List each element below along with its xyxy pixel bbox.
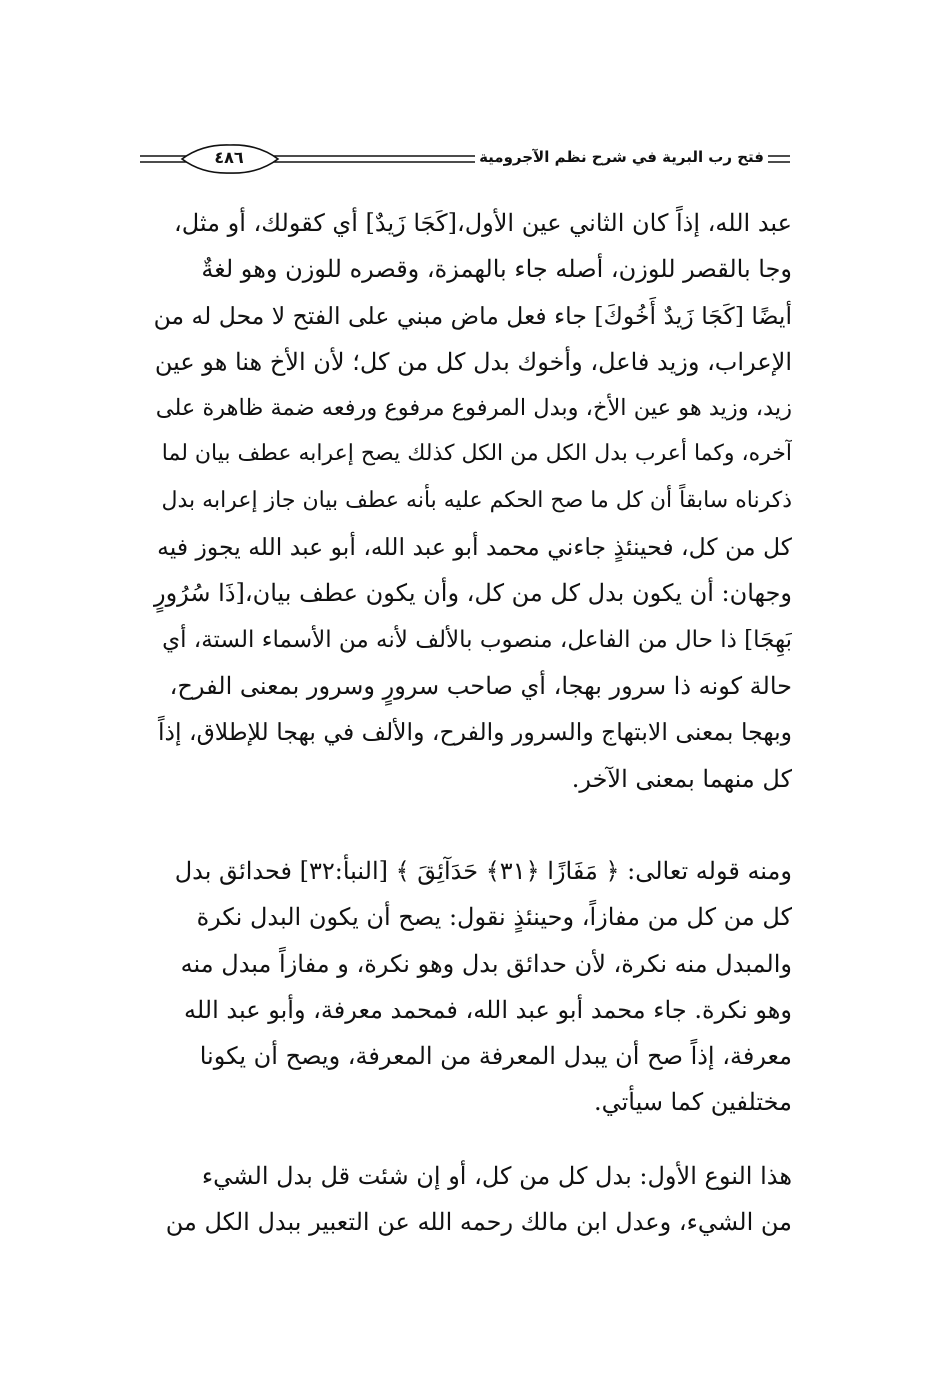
paragraph-2 xyxy=(150,848,792,1153)
text-line: بَهِجَا] ذا حال من الفاعل، منصوب بالألف لأنه من الأسماء الستة، أي xyxy=(162,626,792,653)
text-line: كل من كل، فحينئذٍ جاءني محمد أبو عبد الله، أبو عبد الله يجوز فيه xyxy=(157,533,792,562)
text-line: هذا النوع الأول: بدل كل من كل، أو إن شئت قل بدل الشيء xyxy=(201,1162,792,1190)
text-line: مختلفين كما سيأتي. xyxy=(593,1088,792,1117)
page-body xyxy=(150,200,792,1253)
text-line: عبد الله، إذاً كان الثاني عين الأول،[كَجَا زَيدٌ] أي كقولك، أو مثل، xyxy=(174,209,792,237)
text-line: حالة كونه ذا سرور بهجا، أي صاحب سرورٍ وسرور بمعنى الفرح، xyxy=(169,671,792,700)
text-line: كل منهما بمعنى الآخر. xyxy=(571,764,792,793)
text-line: والمبدل منه نكرة، لأن حدائق بدل وهو نكرة، و مفازاً مبدل منه xyxy=(180,949,792,978)
text-line: زيد، وزيد هو عين الأخ، وبدل المرفوع مرفوع ورفعه ضمة ظاهرة على xyxy=(155,395,792,422)
page-number: ٤٨٦ xyxy=(214,148,244,167)
text-line: وجا بالقصر للوزن، أصله جاء بالهمزة، وقصره للوزن وهو لغةٌ xyxy=(201,255,792,284)
running-header xyxy=(140,142,790,178)
text-line: وبهجا بمعنى الابتهاج والسرور والفرح، والألف في بهجا للإطلاق، إذاً xyxy=(158,718,792,747)
paragraph-1 xyxy=(150,200,792,848)
text-line: أيضًا [كَجَا زَيدٌ أَخُوكَ] جاء فعل ماض مبني على الفتح لا محل له من xyxy=(153,301,792,330)
book-title: فتح رب البرية في شرح نظم الآجرومية xyxy=(475,148,768,166)
text-line: ذكرناه سابقاً أن كل ما صح الحكم عليه بأنه عطف بيان جاز إعرابه بدل xyxy=(161,487,792,513)
text-line: ومنه قوله تعالى: ﴿ مَفَازًا ﴿٣١﴾ حَدَآئِقَ ﴾ [النبأ:٣٢] فحدائق بدل xyxy=(174,857,792,885)
text-line: الإعراب، وزيد فاعل، وأخوك بدل كل من كل؛ لأن الأخ هنا هو عين xyxy=(154,347,792,376)
text-line: من الشيء، وعدل ابن مالك رحمه الله عن التعبير ببدل الكل من xyxy=(165,1208,792,1237)
text-line: كل من كل من مفازاً، وحينئذٍ نقول: يصح أن يكون البدل نكرة xyxy=(196,903,792,932)
text-line: وجهان: أن يكون بدل كل من كل، وأن يكون عطف بيان،[ذَا سُرُورٍ xyxy=(153,579,792,608)
text-line: وهو نكرة. جاء محمد أبو عبد الله، فمحمد معرفة، وأبو عبد الله xyxy=(183,995,792,1024)
paragraph-3 xyxy=(150,1153,792,1253)
text-line: آخره، وكما أعرب بدل الكل من الكل كذلك يصح إعرابه عطف بيان لما xyxy=(161,441,792,467)
text-line: معرفة، إذاً صح أن يبدل المعرفة من المعرفة، ويصح أن يكونا xyxy=(199,1042,792,1071)
